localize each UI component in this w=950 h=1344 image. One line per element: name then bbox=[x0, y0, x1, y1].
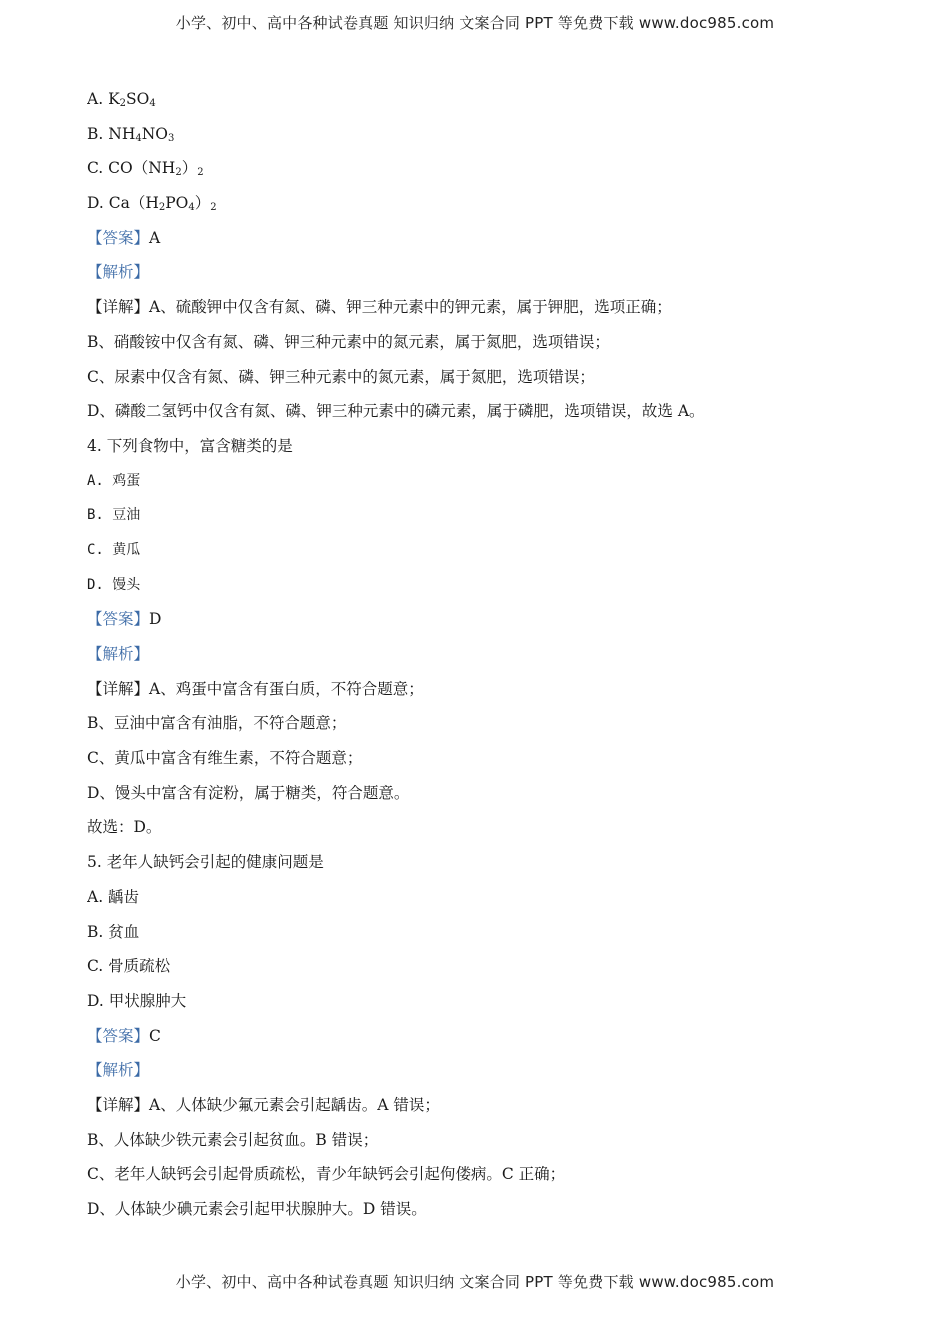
q3-option-c: C. $CO(NH_2)_2$ bbox=[87, 159, 204, 179]
document-body bbox=[87, 86, 877, 1231]
q5-detail-line: D、人体缺少碘元素会引起甲状腺肿大。D 错误。 bbox=[87, 1200, 427, 1218]
q3-detail-line: C、尿素中仅含有氮、磷、钾三种元素中的氮元素，属于氮肥，选项错误； bbox=[87, 367, 595, 386]
q4-option-c: C. 黄瓜 bbox=[87, 541, 141, 558]
q5-option-a: A. 龋齿 bbox=[87, 887, 140, 906]
q4-detail-line: B、豆油中富含有油脂，不符合题意； bbox=[87, 714, 347, 733]
q4-detail-line: C、黄瓜中富含有维生素，不符合题意； bbox=[87, 749, 363, 768]
q3-detail-line: 【详解】A、硫酸钾中仅含有氮、磷、钾三种元素中的钾元素，属于钾肥，选项正确； bbox=[87, 298, 672, 317]
q4-detail-line: 故选：D。 bbox=[87, 818, 162, 837]
q3-answer bbox=[87, 225, 877, 260]
q3-detail-line: D、磷酸二氢钙中仅含有氮、磷、钾三种元素中的磷元素，属于磷肥，选项错误，故选 A。 bbox=[87, 402, 705, 421]
q5-option-b: B. 贫血 bbox=[87, 922, 140, 941]
q3-option-b: B. $NH_4NO_3$ bbox=[87, 124, 175, 144]
answer-value: D bbox=[149, 610, 162, 629]
q5-option-c: C. 骨质疏松 bbox=[87, 957, 171, 976]
q5-question: 5. 老年人缺钙会引起的健康问题是 bbox=[87, 853, 324, 872]
q4-option-d: D. 馒头 bbox=[87, 576, 141, 593]
q5-detail-line: 【详解】A、人体缺少氟元素会引起龋齿。A 错误； bbox=[87, 1095, 440, 1114]
q4-question: 4. 下列食物中，富含糖类的是 bbox=[87, 436, 293, 455]
q5-detail-line: C、老年人缺钙会引起骨质疏松，青少年缺钙会引起佝偻病。C 正确； bbox=[87, 1165, 566, 1184]
q5-answer bbox=[87, 1023, 877, 1058]
answer-value: C bbox=[149, 1026, 161, 1045]
q4-analysis-tag: 【解析】 bbox=[87, 645, 150, 663]
q4-option-b: B. 豆油 bbox=[87, 507, 141, 524]
q4-option-a: A. 鸡蛋 bbox=[87, 472, 141, 489]
answer-tag: 【答案】 bbox=[87, 610, 150, 629]
answer-value: A bbox=[149, 228, 161, 247]
q5-option-d: D. 甲状腺肿大 bbox=[87, 991, 187, 1010]
answer-tag: 【答案】 bbox=[87, 228, 150, 247]
q5-analysis-tag: 【解析】 bbox=[87, 1061, 150, 1080]
q4-detail-line: 【详解】A、鸡蛋中富含有蛋白质，不符合题意； bbox=[87, 679, 424, 698]
q4-detail-line: D、馒头中富含有淀粉，属于糖类，符合题意。 bbox=[87, 783, 410, 802]
answer-tag: 【答案】 bbox=[87, 1026, 150, 1045]
q4-answer bbox=[87, 606, 877, 641]
q3-option-a: A. $K_2SO_4$ bbox=[87, 90, 156, 109]
q3-analysis-tag: 【解析】 bbox=[87, 263, 150, 282]
page-header-banner: 小学、初中、高中各种试卷真题 知识归纳 文案合同 PPT 等免费下载 www.doc985.com bbox=[175, 14, 775, 32]
page-footer-banner: 小学、初中、高中各种试卷真题 知识归纳 文案合同 PPT 等免费下载 www.doc985.com bbox=[175, 1273, 775, 1291]
q3-detail-line: B、硝酸铵中仅含有氮、磷、钾三种元素中的氮元素，属于氮肥，选项错误； bbox=[87, 332, 610, 351]
q5-detail-line: B、人体缺少铁元素会引起贫血。B 错误； bbox=[87, 1130, 379, 1149]
q3-option-d: D. $Ca(H_2PO_4)_2$ bbox=[87, 194, 217, 214]
